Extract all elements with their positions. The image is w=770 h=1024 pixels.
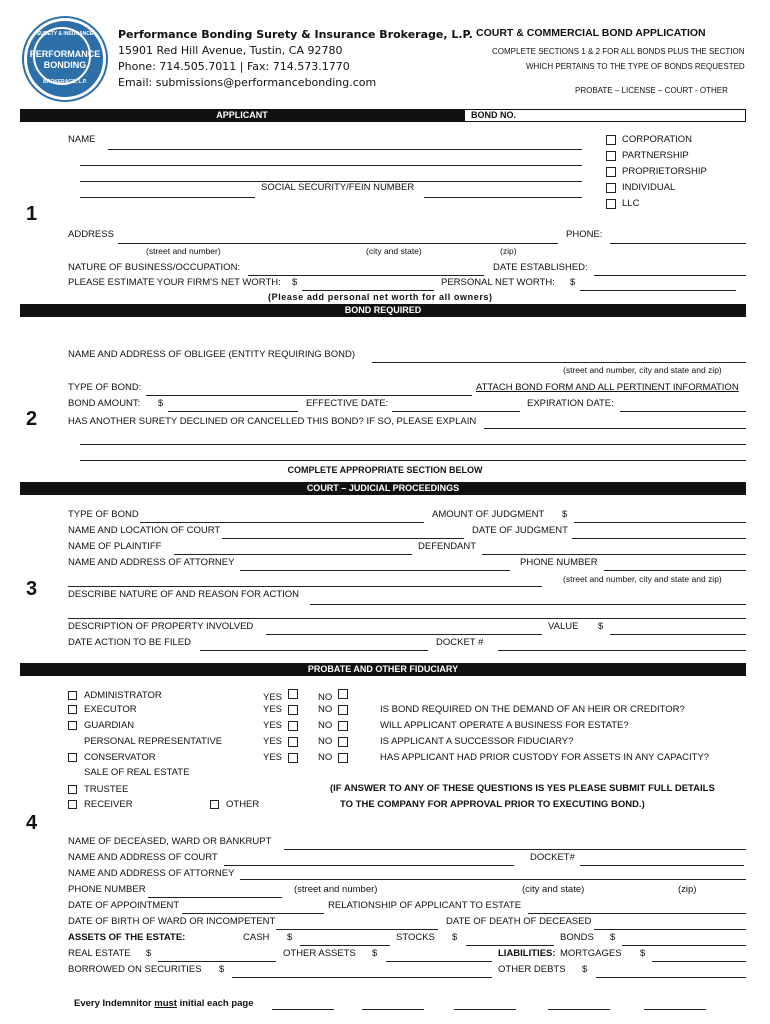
form-title: COURT & COMMERCIAL BOND APPLICATION bbox=[476, 27, 706, 39]
personal-dollar: $ bbox=[570, 277, 576, 288]
company-email: Email: submissions@performancebonding.com bbox=[118, 76, 377, 89]
court-attorney-line-2[interactable] bbox=[68, 586, 542, 587]
probate-zip-hint: (zip) bbox=[678, 884, 697, 895]
borrowed-line[interactable] bbox=[232, 977, 492, 978]
probate-phone-label: PHONE NUMBER bbox=[68, 884, 146, 895]
owners-note: (Please add personal net worth for all owners) bbox=[268, 292, 493, 302]
section-number-4: 4 bbox=[26, 812, 38, 834]
borrowed-label: BORROWED ON SECURITIES bbox=[68, 964, 202, 975]
section-number-2: 2 bbox=[26, 408, 38, 430]
bond-amount-line[interactable] bbox=[168, 411, 298, 412]
no-label-2: NO bbox=[318, 720, 333, 731]
yes-checkbox-0[interactable] bbox=[288, 689, 298, 699]
describe-nature-label: DESCRIBE NATURE OF AND REASON FOR ACTION bbox=[68, 589, 300, 600]
city-state-hint: (city and state) bbox=[366, 246, 422, 256]
no-label-0: NO bbox=[318, 692, 333, 703]
death-deceased-label: DATE OF DEATH OF DECEASED bbox=[446, 916, 592, 927]
notice-line-2: TO THE COMPANY FOR APPROVAL PRIOR TO EXECUTING BOND.) bbox=[340, 799, 645, 810]
court-type-of-bond-label: TYPE OF BOND bbox=[68, 509, 139, 520]
partnership-label: PARTNERSHIP bbox=[622, 150, 689, 161]
obligee-line[interactable] bbox=[372, 362, 746, 363]
indemnitor-pre: Every Indemnitor bbox=[74, 998, 155, 1009]
address-line[interactable] bbox=[118, 243, 558, 244]
court-location-label: NAME AND LOCATION OF COURT bbox=[68, 525, 221, 536]
no-label-1: NO bbox=[318, 704, 333, 715]
stocks-dollar: $ bbox=[452, 932, 458, 943]
yes-checkbox-1[interactable] bbox=[288, 705, 298, 715]
executor-checkbox[interactable] bbox=[68, 705, 77, 714]
bonds-dollar: $ bbox=[610, 932, 616, 943]
receiver-checkbox[interactable] bbox=[68, 800, 77, 809]
no-checkbox-0[interactable] bbox=[338, 689, 348, 699]
notice-line-1: (IF ANSWER TO ANY OF THESE QUESTIONS IS YES PLEASE SUBMIT FULL DETAILS bbox=[330, 783, 715, 794]
mortgages-label: MORTGAGES bbox=[560, 948, 622, 959]
amount-judgment-dollar: $ bbox=[562, 509, 568, 520]
plaintiff-line[interactable] bbox=[174, 554, 412, 555]
attach-note: ATTACH BOND FORM AND ALL PERTINENT INFORMATION bbox=[476, 382, 739, 393]
no-checkbox-4[interactable] bbox=[338, 753, 348, 763]
declined-line-3[interactable] bbox=[80, 460, 746, 461]
bonds-label: BONDS bbox=[560, 932, 594, 943]
date-judgment-label: DATE OF JUDGMENT bbox=[472, 525, 568, 536]
relationship-line[interactable] bbox=[528, 913, 746, 914]
date-established-label: DATE ESTABLISHED: bbox=[493, 262, 588, 273]
question-3: IS APPLICANT A SUCCESSOR FIDUCIARY? bbox=[380, 736, 574, 747]
no-checkbox-1[interactable] bbox=[338, 705, 348, 715]
initial-line-1[interactable] bbox=[272, 1009, 334, 1010]
individual-checkbox[interactable] bbox=[606, 183, 616, 193]
effective-date-label: EFFECTIVE DATE: bbox=[306, 398, 389, 409]
mortgages-line[interactable] bbox=[652, 961, 746, 962]
real-estate-dollar: $ bbox=[146, 948, 152, 959]
indemnitor-post: initial each page bbox=[176, 998, 254, 1009]
other-assets-dollar: $ bbox=[372, 948, 378, 959]
stocks-label: STOCKS bbox=[396, 932, 435, 943]
expiration-date-line[interactable] bbox=[620, 411, 746, 412]
guardian-label: GUARDIAN bbox=[84, 720, 135, 731]
assets-label: ASSETS OF THE ESTATE: bbox=[68, 932, 186, 943]
docket-label: DOCKET # bbox=[436, 637, 484, 648]
birth-ward-line[interactable] bbox=[276, 929, 438, 930]
liabilities-label: LIABILITIES: bbox=[498, 948, 556, 959]
administrator-label: ADMINISTRATOR bbox=[84, 690, 162, 701]
bond-no-box[interactable] bbox=[464, 109, 746, 122]
defendant-label: DEFENDANT bbox=[418, 541, 477, 552]
yes-label-4: YES bbox=[263, 752, 283, 763]
bond-amount-label: BOND AMOUNT: bbox=[68, 398, 141, 409]
cash-line[interactable] bbox=[300, 945, 390, 946]
yes-label-2: YES bbox=[263, 720, 283, 731]
court-address-hint: (street and number, city and state and zip) bbox=[563, 574, 722, 584]
firm-net-worth-label: PLEASE ESTIMATE YOUR FIRM'S NET WORTH: bbox=[68, 277, 281, 288]
administrator-checkbox[interactable] bbox=[68, 691, 77, 700]
court-location-line[interactable] bbox=[222, 538, 464, 539]
death-deceased-line[interactable] bbox=[594, 929, 746, 930]
date-established-line[interactable] bbox=[594, 275, 746, 276]
relationship-label: RELATIONSHIP OF APPLICANT TO ESTATE bbox=[328, 900, 522, 911]
initial-line-2[interactable] bbox=[362, 1009, 424, 1010]
conservator-checkbox[interactable] bbox=[68, 753, 77, 762]
amount-judgment-line[interactable] bbox=[574, 522, 746, 523]
llc-checkbox[interactable] bbox=[606, 199, 616, 209]
personal-representative-label: PERSONAL REPRESENTATIVE bbox=[84, 736, 223, 747]
deceased-label: NAME OF DECEASED, WARD OR BANKRUPT bbox=[68, 836, 272, 847]
form-subtitle3: PROBATE – LICENSE – COURT - OTHER bbox=[575, 86, 728, 95]
other-debts-line[interactable] bbox=[596, 977, 746, 978]
phone-line[interactable] bbox=[610, 243, 746, 244]
probate-attorney-line[interactable] bbox=[240, 879, 746, 880]
court-phone-label: PHONE NUMBER bbox=[520, 557, 598, 568]
sale-real-estate-label: SALE OF REAL ESTATE bbox=[84, 767, 190, 778]
deceased-line[interactable] bbox=[284, 849, 746, 850]
defendant-line[interactable] bbox=[482, 554, 746, 555]
receiver-label: RECEIVER bbox=[84, 799, 133, 810]
probate-street-hint: (street and number) bbox=[294, 884, 378, 895]
company-logo bbox=[24, 18, 106, 100]
company-phone-fax: Phone: 714.505.7011 | Fax: 714.573.1770 bbox=[118, 60, 350, 73]
complete-below-note: COMPLETE APPROPRIATE SECTION BELOW bbox=[287, 465, 483, 475]
probate-court-label: NAME AND ADDRESS OF COURT bbox=[68, 852, 218, 863]
no-checkbox-2[interactable] bbox=[338, 721, 348, 731]
real-estate-line[interactable] bbox=[158, 961, 276, 962]
date-filed-line[interactable] bbox=[200, 650, 428, 651]
bond-no-label: BOND NO. bbox=[471, 110, 516, 120]
yes-checkbox-2[interactable] bbox=[288, 721, 298, 731]
indemnitor-must: must bbox=[154, 998, 177, 1009]
logo-line1: PERFORMANCE bbox=[29, 49, 101, 59]
other-assets-label: OTHER ASSETS bbox=[283, 948, 356, 959]
value-line[interactable] bbox=[610, 634, 746, 635]
indemnitor-note bbox=[74, 998, 254, 1009]
property-line[interactable] bbox=[266, 634, 542, 635]
declined-line-2[interactable] bbox=[80, 444, 746, 445]
section-number-1: 1 bbox=[26, 203, 38, 225]
obligee-hint: (street and number, city and state and zip) bbox=[563, 365, 722, 375]
proprietorship-label: PROPRIETORSHIP bbox=[622, 166, 707, 177]
docket-line[interactable] bbox=[498, 650, 746, 651]
declined-label: HAS ANOTHER SURETY DECLINED OR CANCELLED THIS BOND? IF SO, PLEASE EXPLAIN bbox=[68, 416, 477, 427]
personal-net-worth-label: PERSONAL NET WORTH: bbox=[441, 277, 555, 288]
form-subtitle1: COMPLETE SECTIONS 1 & 2 FOR ALL BONDS PLUS THE SECTION bbox=[492, 47, 745, 56]
form-subtitle2: WHICH PERTAINS TO THE TYPE OF BONDS REQUESTED bbox=[526, 62, 745, 71]
probate-docket-label: DOCKET# bbox=[530, 852, 575, 863]
street-hint: (street and number) bbox=[146, 246, 221, 256]
borrowed-dollar: $ bbox=[219, 964, 225, 975]
ssn-line-left[interactable] bbox=[80, 197, 255, 198]
describe-nature-line[interactable] bbox=[310, 604, 746, 605]
no-label-3: NO bbox=[318, 736, 333, 747]
conservator-label: CONSERVATOR bbox=[84, 752, 156, 763]
appointment-label: DATE OF APPOINTMENT bbox=[68, 900, 180, 911]
obligee-label: NAME AND ADDRESS OF OBLIGEE (ENTITY REQUIRING BOND) bbox=[68, 349, 355, 360]
other-debts-label: OTHER DEBTS bbox=[498, 964, 566, 975]
probate-court-line[interactable] bbox=[224, 865, 514, 866]
address-label: ADDRESS bbox=[68, 229, 114, 240]
stocks-line[interactable] bbox=[466, 945, 554, 946]
corporation-checkbox[interactable] bbox=[606, 135, 616, 145]
probate-header: PROBATE AND OTHER FIDUCIARY bbox=[20, 663, 746, 676]
name-line-2[interactable] bbox=[80, 165, 582, 166]
other-assets-line[interactable] bbox=[386, 961, 492, 962]
property-label: DESCRIPTION OF PROPERTY INVOLVED bbox=[68, 621, 254, 632]
probate-phone-line[interactable] bbox=[148, 897, 282, 898]
no-checkbox-3[interactable] bbox=[338, 737, 348, 747]
logo-ring-top: SURETY & INSURANCE bbox=[36, 31, 94, 37]
real-estate-label: REAL ESTATE bbox=[68, 948, 131, 959]
bond-amount-dollar: $ bbox=[158, 398, 164, 409]
court-type-of-bond-line[interactable] bbox=[140, 522, 424, 523]
ssn-line[interactable] bbox=[424, 197, 582, 198]
partnership-checkbox[interactable] bbox=[606, 151, 616, 161]
other-label: OTHER bbox=[226, 799, 260, 810]
yes-checkbox-3[interactable] bbox=[288, 737, 298, 747]
executor-label: EXECUTOR bbox=[84, 704, 137, 715]
bond-required-header: BOND REQUIRED bbox=[20, 304, 746, 317]
birth-ward-label: DATE OF BIRTH OF WARD OR INCOMPETENT bbox=[68, 916, 276, 927]
logo-ring-bottom: BROKERAGE, L.P. bbox=[43, 79, 87, 85]
expiration-date-label: EXPIRATION DATE: bbox=[527, 398, 614, 409]
initial-line-4[interactable] bbox=[548, 1009, 610, 1010]
trustee-checkbox[interactable] bbox=[68, 785, 77, 794]
section-number-3: 3 bbox=[26, 578, 38, 600]
initial-line-5[interactable] bbox=[644, 1009, 706, 1010]
company-address: 15901 Red Hill Avenue, Tustin, CA 92780 bbox=[118, 44, 343, 57]
other-checkbox[interactable] bbox=[210, 800, 219, 809]
mortgages-dollar: $ bbox=[640, 948, 646, 959]
amount-judgment-label: AMOUNT OF JUDGMENT bbox=[432, 509, 545, 520]
personal-net-worth-line[interactable] bbox=[580, 290, 736, 291]
proprietorship-checkbox[interactable] bbox=[606, 167, 616, 177]
probate-docket-line[interactable] bbox=[580, 865, 744, 866]
company-name: Performance Bonding Surety & Insurance Brokerage, L.P. bbox=[118, 28, 473, 41]
date-judgment-line[interactable] bbox=[572, 538, 746, 539]
declined-line[interactable] bbox=[484, 428, 746, 429]
logo-line2: BONDING bbox=[43, 60, 87, 70]
value-label: VALUE bbox=[548, 621, 579, 632]
applicant-header: APPLICANT bbox=[216, 110, 268, 120]
yes-label-3: YES bbox=[263, 736, 283, 747]
bonds-line[interactable] bbox=[622, 945, 746, 946]
describe-nature-line-2[interactable] bbox=[68, 618, 746, 619]
yes-label-0: YES bbox=[263, 692, 283, 703]
cash-label: CASH bbox=[243, 932, 270, 943]
court-phone-line[interactable] bbox=[604, 570, 746, 571]
question-1: IS BOND REQUIRED ON THE DEMAND OF AN HEIR OR CREDITOR? bbox=[380, 704, 685, 715]
type-of-bond-line[interactable] bbox=[146, 395, 472, 396]
zip-hint: (zip) bbox=[500, 246, 517, 256]
court-header: COURT – JUDICIAL PROCEEDINGS bbox=[20, 482, 746, 495]
phone-label: PHONE: bbox=[566, 229, 603, 240]
ssn-label: SOCIAL SECURITY/FEIN NUMBER bbox=[261, 182, 415, 193]
corporation-label: CORPORATION bbox=[622, 134, 693, 145]
trustee-label: TRUSTEE bbox=[84, 784, 129, 795]
nature-label: NATURE OF BUSINESS/OCCUPATION: bbox=[68, 262, 241, 273]
firm-net-worth-line[interactable] bbox=[302, 290, 434, 291]
cash-dollar: $ bbox=[287, 932, 293, 943]
nature-line[interactable] bbox=[248, 275, 484, 276]
value-dollar: $ bbox=[598, 621, 604, 632]
probate-attorney-label: NAME AND ADDRESS OF ATTORNEY bbox=[68, 868, 235, 879]
appointment-line[interactable] bbox=[182, 913, 324, 914]
court-attorney-label: NAME AND ADDRESS OF ATTORNEY bbox=[68, 557, 235, 568]
type-of-bond-label: TYPE OF BOND: bbox=[68, 382, 142, 393]
question-4: HAS APPLICANT HAD PRIOR CUSTODY FOR ASSETS IN ANY CAPACITY? bbox=[380, 752, 710, 763]
date-filed-label: DATE ACTION TO BE FILED bbox=[68, 637, 191, 648]
yes-checkbox-4[interactable] bbox=[288, 753, 298, 763]
question-2: WILL APPLICANT OPERATE A BUSINESS FOR ESTATE? bbox=[380, 720, 629, 731]
llc-label: LLC bbox=[622, 198, 640, 209]
applicant-header-bar bbox=[20, 109, 464, 122]
court-attorney-line[interactable] bbox=[240, 570, 510, 571]
initial-line-3[interactable] bbox=[454, 1009, 516, 1010]
firm-dollar: $ bbox=[292, 277, 298, 288]
other-debts-dollar: $ bbox=[582, 964, 588, 975]
name-line[interactable] bbox=[108, 149, 582, 150]
effective-date-line[interactable] bbox=[392, 411, 520, 412]
probate-city-state-hint: (city and state) bbox=[522, 884, 585, 895]
plaintiff-label: NAME OF PLAINTIFF bbox=[68, 541, 162, 552]
name-label: NAME bbox=[68, 134, 96, 145]
individual-label: INDIVIDUAL bbox=[622, 182, 676, 193]
yes-label-1: YES bbox=[263, 704, 283, 715]
no-label-4: NO bbox=[318, 752, 333, 763]
guardian-checkbox[interactable] bbox=[68, 721, 77, 730]
